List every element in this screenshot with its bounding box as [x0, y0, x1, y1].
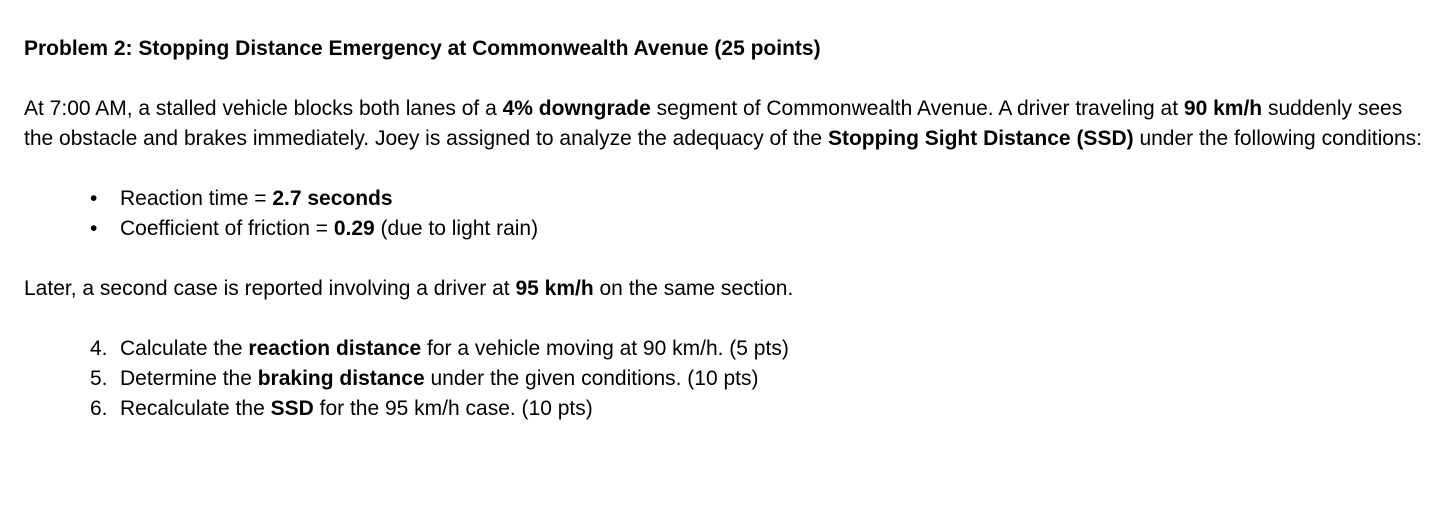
intro-paragraph — [24, 94, 1427, 154]
bullet-icon: • — [90, 187, 98, 210]
intro-text-2: segment of Commonwealth Avenue. A driver traveling at — [650, 97, 1184, 120]
bullet-icon: • — [90, 217, 98, 240]
intro-text-4: under the following conditions: — [1133, 127, 1422, 150]
condition-text: Reaction time = — [120, 187, 273, 210]
intro-bold-speed: 90 km/h — [1183, 97, 1263, 120]
task-text-end: under the given conditions. (10 pts) — [424, 367, 759, 390]
intro-bold-ssd: Stopping Sight Distance (SSD) — [827, 127, 1134, 150]
task-text-end: for the 95 km/h case. (10 pts) — [313, 397, 593, 420]
later-text-1: Later, a second case is reported involving a driver at — [24, 277, 516, 300]
task-item-4 — [24, 334, 1427, 364]
problem-title: Problem 2: Stopping Distance Emergency at Commonwealth Avenue (25 points) — [24, 37, 821, 60]
conditions-list — [24, 184, 1427, 244]
condition-item-friction — [24, 214, 1427, 244]
condition-value: 0.29 — [333, 217, 375, 240]
task-text-end: for a vehicle moving at 90 km/h. (5 pts) — [421, 337, 789, 360]
task-bold: reaction distance — [248, 337, 422, 360]
condition-text: Coefficient of friction = — [120, 217, 334, 240]
task-bold: braking distance — [257, 367, 425, 390]
condition-note: (due to light rain) — [374, 217, 539, 240]
task-item-5 — [24, 364, 1427, 394]
condition-value: 2.7 seconds — [272, 187, 393, 210]
task-bold: SSD — [270, 397, 314, 420]
intro-text-1: At 7:00 AM, a stalled vehicle blocks both lanes of a — [24, 97, 503, 120]
intro-text-3: suddenly sees the obstacle and brakes immediately. Joey is assigned to analyze the adequacy of the — [24, 97, 1403, 150]
task-text: Recalculate the — [120, 397, 271, 420]
task-text: Calculate the — [120, 337, 249, 360]
task-number: 4. — [90, 337, 108, 360]
condition-item-reaction-time — [24, 184, 1427, 214]
later-paragraph — [24, 274, 1427, 304]
later-text-2: on the same section. — [593, 277, 794, 300]
task-item-6 — [24, 394, 1427, 424]
task-number: 5. — [90, 367, 108, 390]
intro-bold-downgrade: 4% downgrade — [502, 97, 651, 120]
later-bold-speed: 95 km/h — [515, 277, 594, 300]
task-text: Determine the — [120, 367, 258, 390]
task-number: 6. — [90, 397, 108, 420]
tasks-list — [24, 334, 1427, 424]
